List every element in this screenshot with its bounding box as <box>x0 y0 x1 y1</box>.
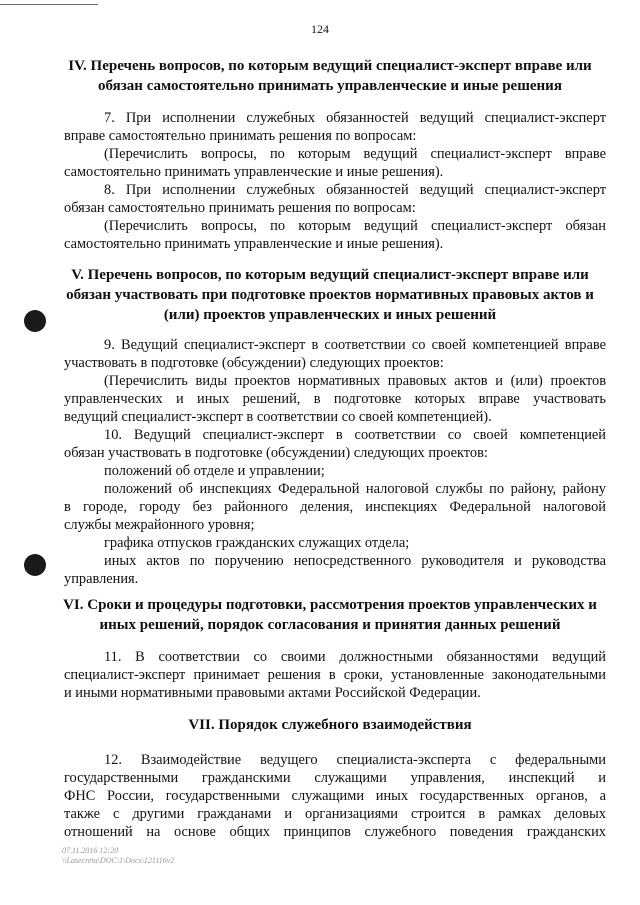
paragraph-9-line: 9. Ведущий специалист-эксперт в соответствии со своей компетенцией вправе <box>104 337 606 353</box>
paragraph-12-line: ФНС России, государственными служащими иных государственных органов, а <box>64 788 606 804</box>
footer-stamp <box>62 846 174 866</box>
punch-hole <box>24 554 46 576</box>
paragraph-12-line: государственными гражданскими служащими управления, инспекций и <box>64 770 606 786</box>
list-item-line: иных актов по поручению непосредственного руководителя и руководства <box>104 553 606 569</box>
heading-line: (или) проектов управленческих и иных решений <box>163 307 497 323</box>
heading-line: иных решений, порядок согласования и принятия данных решений <box>99 617 561 633</box>
heading-line: V. Перечень вопросов, по которым ведущий специалист-эксперт вправе или <box>71 267 589 283</box>
paragraph-12-line: 12. Взаимодействие ведущего специалиста-эксперта с федеральными <box>104 752 606 768</box>
section-heading-iv <box>56 56 604 96</box>
footer-stamp-line: 07.11.2016 12:20 <box>62 846 119 855</box>
heading-line: обязан участвовать при подготовке проектов нормативных правовых актов и <box>66 287 594 303</box>
paragraph-7-line: вправе самостоятельно принимать решения по вопросам: <box>64 128 417 144</box>
paragraph-8-line: обязан самостоятельно принимать решения по вопросам: <box>64 200 416 216</box>
heading-line: IV. Перечень вопросов, по которым ведущий специалист-эксперт вправе или <box>68 58 592 74</box>
list-item-line: в городе, городу без районного деления, инспекциях Федеральной налоговой <box>64 499 606 515</box>
heading-line: обязан самостоятельно принимать управленческие и иные решения <box>98 78 562 94</box>
paragraph-12-line: также с другими гражданами и организациями строится в рамках деловых <box>64 806 606 822</box>
paragraph-8-note-line: (Перечислить вопросы, по которым ведущий специалист-эксперт обязан <box>104 218 606 234</box>
paragraph-11-line: 11. В соответствии со своими должностными обязанностями ведущий <box>104 649 606 665</box>
paragraph-7-note-line: самостоятельно принимать управленческие и иные решения). <box>64 164 444 180</box>
footer-stamp-line: \\Lasecreta\DOC\1\Docs\121116v2 <box>62 856 175 865</box>
list-item-line: положений об инспекциях Федеральной налоговой службы по району, району <box>104 481 606 497</box>
paragraph-7-line: 7. При исполнении служебных обязанностей ведущий специалист-эксперт <box>104 110 606 126</box>
top-rule <box>0 4 98 5</box>
section-heading-vi <box>56 595 604 635</box>
section-heading-vii <box>56 715 604 735</box>
paragraph-9-note-line: ведущий специалист-эксперт в соответствии со своей компетенцией). <box>64 409 492 425</box>
paragraph-10-line: 10. Ведущий специалист-эксперт в соответствии со своей компетенцией <box>104 427 606 443</box>
punch-hole <box>24 310 46 332</box>
list-item: положений об отделе и управлении; <box>104 463 325 479</box>
heading-line: VII. Порядок служебного взаимодействия <box>188 717 472 733</box>
list-item-line: управления. <box>64 571 139 587</box>
paragraph-10-line: обязан участвовать в подготовке (обсуждении) следующих проектов: <box>64 445 488 461</box>
page-number: 124 <box>311 22 329 36</box>
paragraph-8-line: 8. При исполнении служебных обязанностей ведущий специалист-эксперт <box>104 182 606 198</box>
list-item-line: службы межрайонного уровня; <box>64 517 255 533</box>
paragraph-12-line: отношений на основе общих принципов служебного поведения гражданских <box>64 824 606 840</box>
paragraph-7-note-line: (Перечислить вопросы, по которым ведущий специалист-эксперт вправе <box>104 146 606 162</box>
section-heading-v <box>56 265 604 325</box>
paragraph-9-line: участвовать в подготовке (обсуждении) следующих проектов: <box>64 355 444 371</box>
paragraph-11-line: и иными нормативными правовыми актами Российской Федерации. <box>64 685 481 701</box>
paragraph-9-note-line: управленческих и иных решений, в подготовке которых вправе участвовать <box>64 391 606 407</box>
paragraph-11-line: специалист-эксперт принимает решения в сроки, установленные законодательными <box>64 667 606 683</box>
paragraph-9-note-line: (Перечислить виды проектов нормативных правовых актов и (или) проектов <box>104 373 606 389</box>
paragraph-8-note-line: самостоятельно принимать управленческие и иные решения). <box>64 236 444 252</box>
heading-line: VI. Сроки и процедуры подготовки, рассмотрения проектов управленческих и <box>63 597 597 613</box>
list-item: графика отпусков гражданских служащих отдела; <box>104 535 410 551</box>
